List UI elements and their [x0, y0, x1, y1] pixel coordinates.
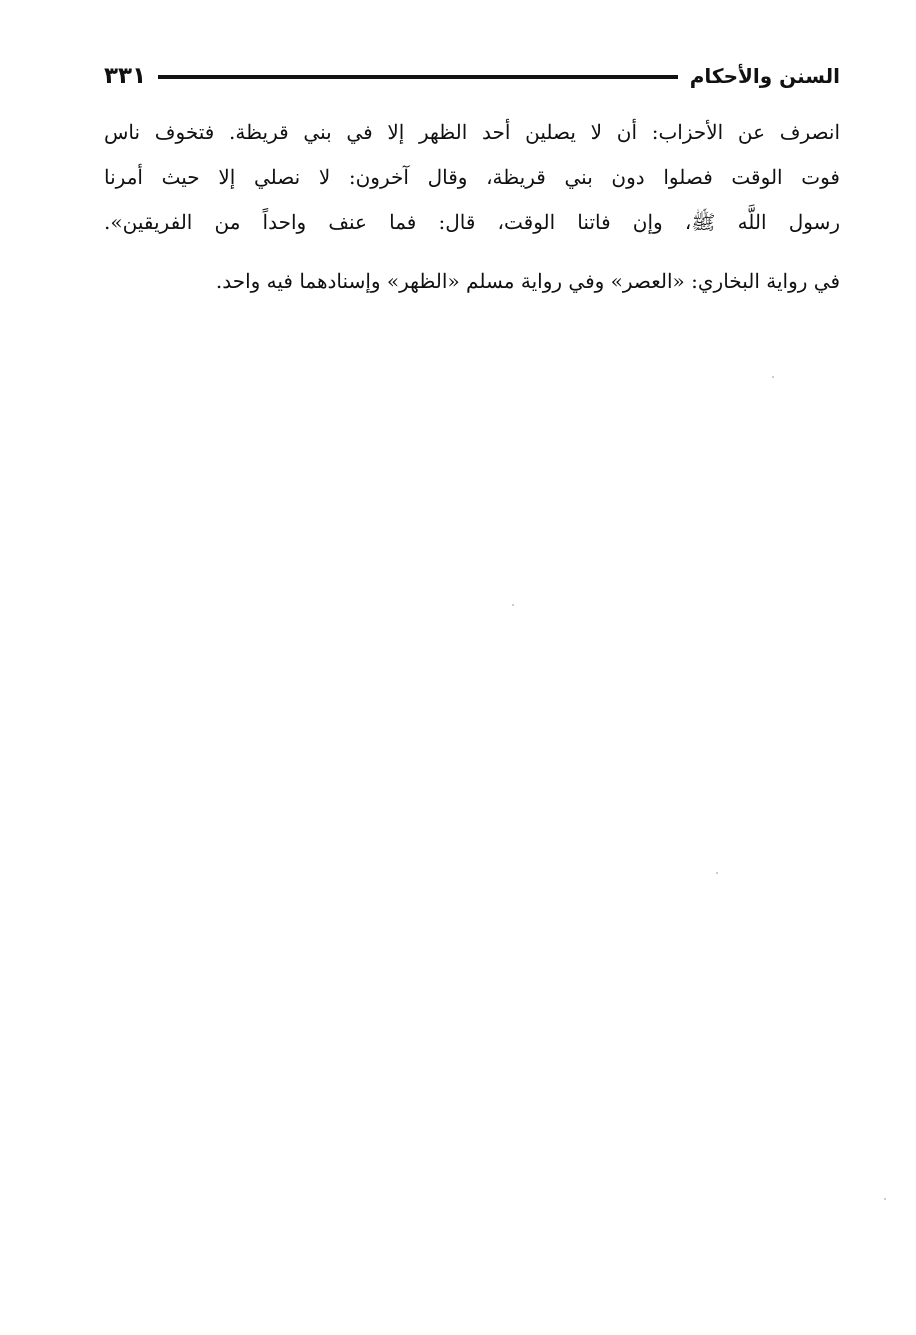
scan-speck — [512, 604, 514, 606]
scan-speck — [716, 872, 718, 874]
text-line: في رواية البخاري: «العصر» وفي رواية مسلم «الظهر» وإسنادهما فيه واحد. — [215, 269, 840, 293]
text-line: فوت الوقت فصلوا دون بني قريظة، وقال آخرون: لا نصلي إلا حيث أمرنا — [104, 165, 840, 189]
text-line: انصرف عن الأحزاب: أن لا يصلين أحد الظهر إلا في بني قريظة. فتخوف ناس — [104, 120, 840, 144]
running-header — [104, 58, 840, 94]
body-text — [104, 110, 840, 304]
scan-speck — [772, 376, 774, 378]
header-rule — [158, 75, 678, 79]
running-title: السنن والأحكام — [689, 64, 840, 88]
scan-speck — [884, 1198, 886, 1200]
paragraph-note — [104, 259, 840, 304]
page-number: ٣٣١ — [104, 63, 147, 89]
text-line: رسول اللَّه ﷺ، وإن فاتنا الوقت، قال: فما عنف واحداً من الفريقين». — [104, 210, 840, 234]
paragraph-hadith — [104, 110, 840, 245]
